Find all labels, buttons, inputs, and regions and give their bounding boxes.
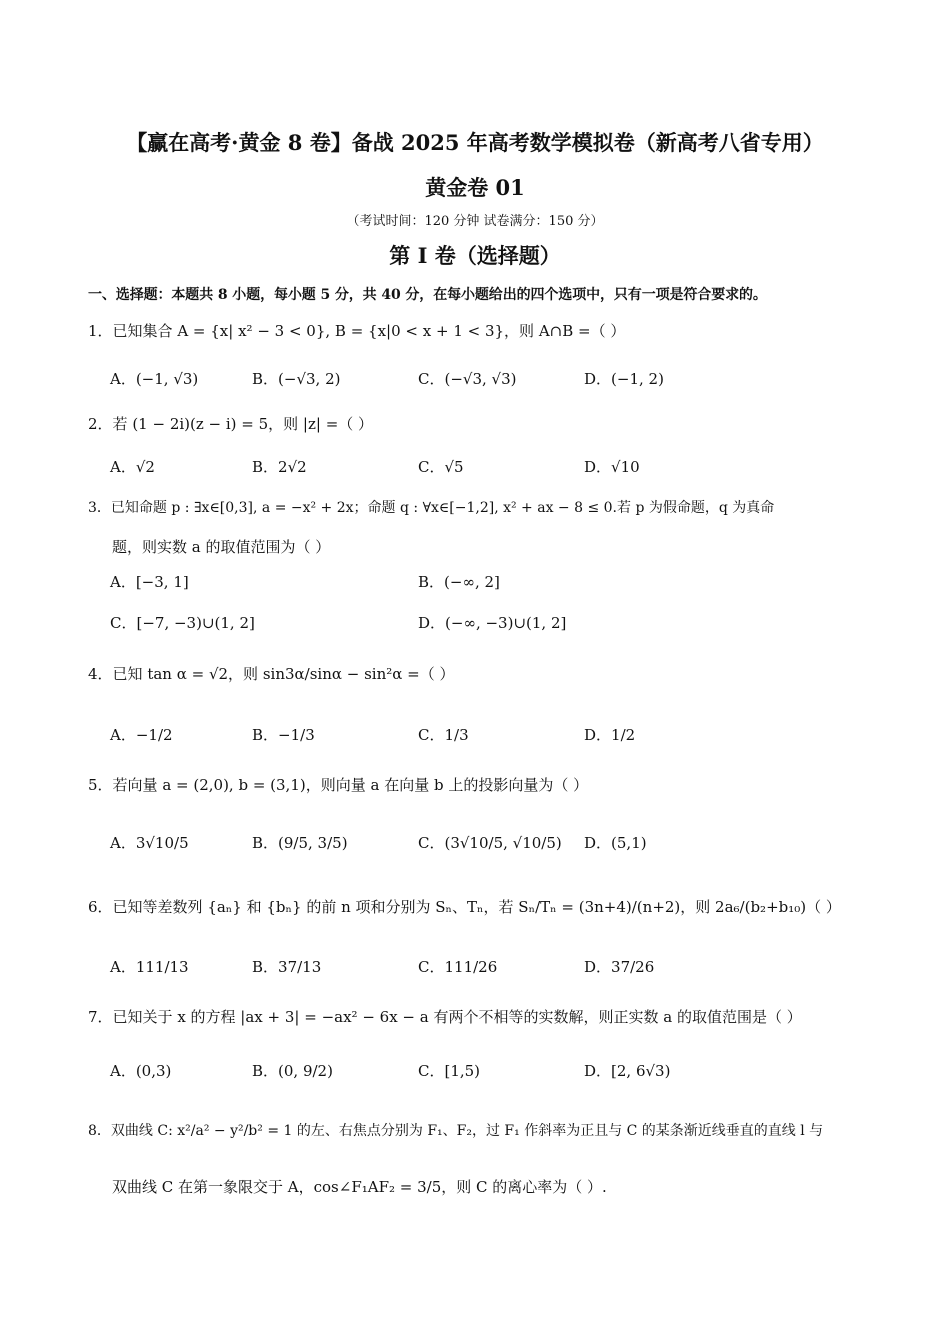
question-4: 4．已知 tan α = √2，则 sin3α/sinα − sin²α =（ ） <box>88 665 455 683</box>
q5-option-a[interactable]: A．3√10/5 <box>110 834 189 852</box>
part-title: 第 I 卷（选择题） <box>389 243 561 268</box>
question-6-stem: 已知等差数列 {aₙ} 和 {bₙ} 的前 n 项和分别为 Sₙ、Tₙ，若 Sₙ/Tₙ = (3n+4)/(n+2)，则 2a₆/(b₂+b₁₀)（ ） <box>112 898 841 916</box>
q1-option-b[interactable]: B．(−√3, 2) <box>252 370 341 388</box>
question-8-stem-line2: 双曲线 C 在第一象限交于 A，cos∠F₁AF₂ = 3/5，则 C 的离心率为（ ）. <box>112 1178 607 1196</box>
question-8-stem-line1: 双曲线 C: x²/a² − y²/b² = 1 的左、右焦点分别为 F₁、F₂，过 F₁ 作斜率为正且与 C 的某条渐近线垂直的直线 l 与 <box>110 1123 824 1139</box>
question-5-stem: 若向量 a = (2,0), b = (3,1)，则向量 a 在向量 b 上的投影向量为（ ） <box>112 776 589 794</box>
q2-option-b[interactable]: B．2√2 <box>252 458 307 476</box>
question-7-stem: 已知关于 x 的方程 |ax + 3| = −ax² − 6x − a 有两个不相等的实数解，则正实数 a 的取值范围是（ ） <box>112 1008 802 1026</box>
q1-option-d[interactable]: D．(−1, 2) <box>584 370 664 388</box>
q7-option-a[interactable]: A．(0,3) <box>110 1062 172 1080</box>
q6-option-c[interactable]: C．111/26 <box>418 958 498 976</box>
q4-option-c[interactable]: C．1/3 <box>418 726 469 744</box>
q1-option-c[interactable]: C．(−√3, √3) <box>418 370 517 388</box>
question-7: 7．已知关于 x 的方程 |ax + 3| = −ax² − 6x − a 有两个不相等的实数解，则正实数 a 的取值范围是（ ） <box>88 1008 802 1026</box>
document-subtitle: 黄金卷 01 <box>425 175 525 200</box>
question-3: 3．已知命题 p : ∃x∈[0,3], a = −x² + 2x；命题 q : ∀x∈[−1,2], x² + ax − 8 ≤ 0.若 p 为假命题，q 为真命 <box>88 500 775 516</box>
question-2-stem: 若 (1 − 2i)(z − i) = 5，则 |z| =（ ） <box>112 415 374 433</box>
q2-option-d[interactable]: D．√10 <box>584 458 640 476</box>
q2-option-c[interactable]: C．√5 <box>418 458 464 476</box>
q5-option-c[interactable]: C．(3√10/5, √10/5) <box>418 834 562 852</box>
q3-option-c[interactable]: C．[−7, −3)∪(1, 2] <box>110 614 255 632</box>
q3-option-b[interactable]: B．(−∞, 2] <box>418 573 500 591</box>
q6-option-b[interactable]: B．37/13 <box>252 958 322 976</box>
q7-option-b[interactable]: B．(0, 9/2) <box>252 1062 333 1080</box>
document-title: 【赢在高考·黄金 8 卷】备战 2025 年高考数学模拟卷（新高考八省专用） <box>126 130 824 155</box>
q6-option-d[interactable]: D．37/26 <box>584 958 655 976</box>
q5-option-b[interactable]: B．(9/5, 3/5) <box>252 834 348 852</box>
section-heading: 一、选择题：本题共 8 小题，每小题 5 分，共 40 分，在每小题给出的四个选项中，只有一项是符合要求的。 <box>88 287 767 303</box>
q2-option-a[interactable]: A．√2 <box>110 458 155 476</box>
q4-option-a[interactable]: A．−1/2 <box>110 726 173 744</box>
q5-option-d[interactable]: D．(5,1) <box>584 834 647 852</box>
q3-option-d[interactable]: D．(−∞, −3)∪(1, 2] <box>418 614 567 632</box>
question-3-stem-line2: 题，则实数 a 的取值范围为（ ） <box>112 538 331 556</box>
q7-option-d[interactable]: D．[2, 6√3) <box>584 1062 671 1080</box>
question-6: 6．已知等差数列 {aₙ} 和 {bₙ} 的前 n 项和分别为 Sₙ、Tₙ，若 Sₙ/Tₙ = (3n+4)/(n+2)，则 2a₆/(b₂+b₁₀)（ ） <box>88 898 841 916</box>
question-1: 1．已知集合 A = {x| x² − 3 < 0}, B = {x|0 < x + 1 < 3}，则 A∩B =（ ） <box>88 322 626 340</box>
q4-option-b[interactable]: B．−1/3 <box>252 726 315 744</box>
question-1-stem: 已知集合 A = {x| x² − 3 < 0}, B = {x|0 < x + 1 < 3}，则 A∩B =（ ） <box>112 322 626 340</box>
q6-option-a[interactable]: A．111/13 <box>110 958 189 976</box>
question-4-stem: 已知 tan α = √2，则 sin3α/sinα − sin²α =（ ） <box>112 665 455 683</box>
question-8: 8．双曲线 C: x²/a² − y²/b² = 1 的左、右焦点分别为 F₁、F₂，过 F₁ 作斜率为正且与 C 的某条渐近线垂直的直线 l 与 <box>88 1123 824 1139</box>
question-5: 5．若向量 a = (2,0), b = (3,1)，则向量 a 在向量 b 上的投影向量为（ ） <box>88 776 589 794</box>
q1-option-a[interactable]: A．(−1, √3) <box>110 370 199 388</box>
question-2: 2．若 (1 − 2i)(z − i) = 5，则 |z| =（ ） <box>88 415 374 433</box>
q4-option-d[interactable]: D．1/2 <box>584 726 636 744</box>
question-3-stem-line1: 已知命题 p : ∃x∈[0,3], a = −x² + 2x；命题 q : ∀x∈[−1,2], x² + ax − 8 ≤ 0.若 p 为假命题，q 为真命 <box>110 500 775 516</box>
exam-info: （考试时间：120 分钟 试卷满分：150 分） <box>346 214 604 229</box>
q3-option-a[interactable]: A．[−3, 1] <box>110 573 189 591</box>
q7-option-c[interactable]: C．[1,5) <box>418 1062 481 1080</box>
